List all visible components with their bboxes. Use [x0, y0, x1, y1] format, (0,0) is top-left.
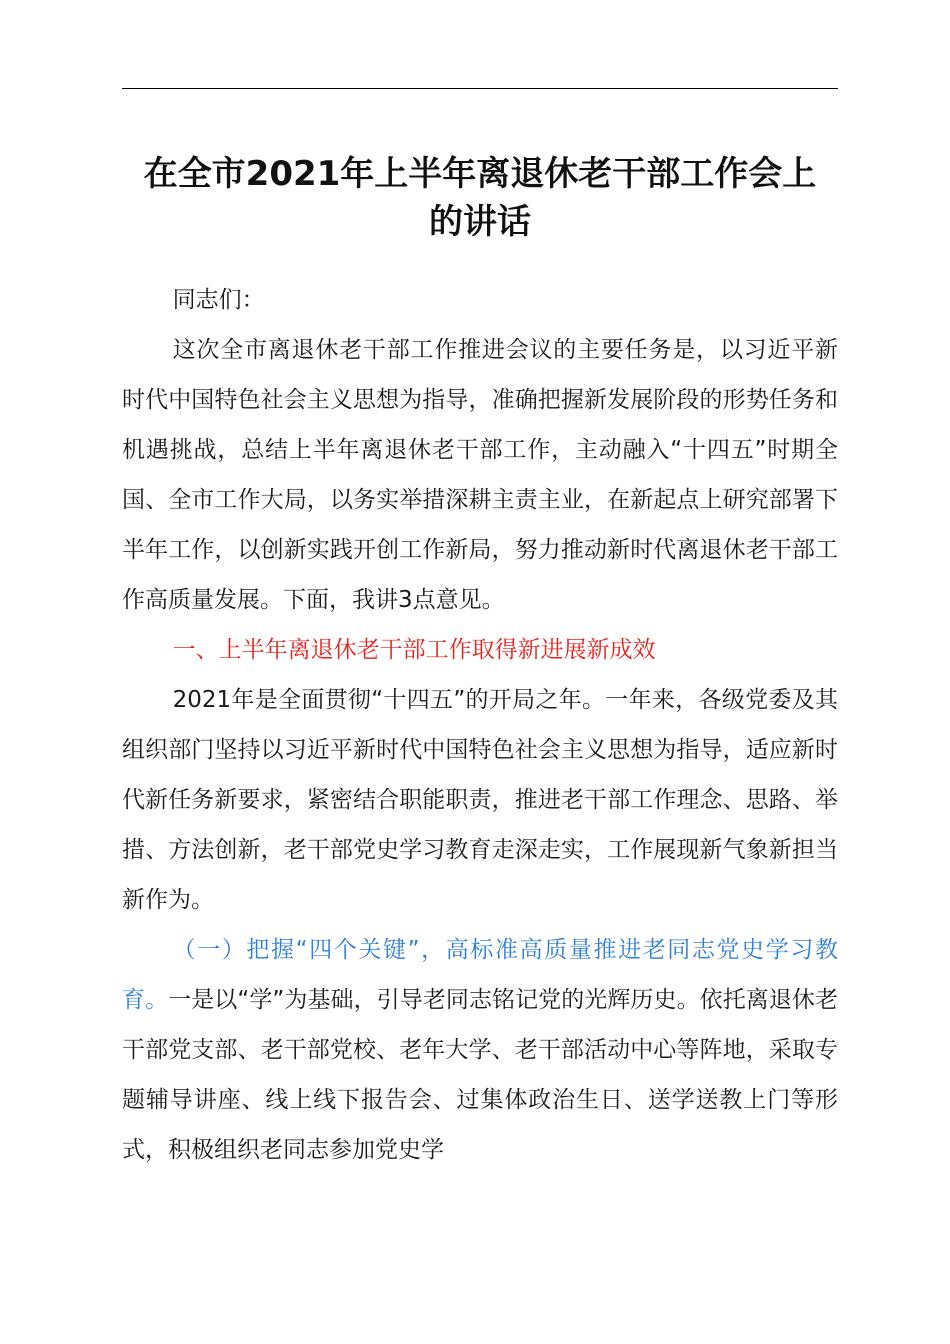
document-body: [122, 275, 838, 1175]
paragraph-subsection-1: [122, 925, 838, 1175]
subsection-1-text: 一是以“学”为基础，引导老同志铭记党的光辉历史。依托离退休老干部党支部、老干部党校、老年大学、老干部活动中心等阵地，采取专题辅导讲座、线上线下报告会、过集体政治生日、送学送教上门等形式，积极组织老同志参加党史学: [122, 987, 838, 1163]
subsection-heading-1: （一）把握“四个关键”，高标准高质量推进老同志党史学习教育。: [122, 937, 838, 1013]
section-heading-1: 一、上半年离退休老干部工作取得新进展新成效: [172, 637, 656, 663]
header-rule: [122, 88, 838, 89]
title-line-2: 的讲话: [429, 202, 531, 242]
salutation: 同志们：: [172, 287, 265, 313]
page-title: [122, 150, 838, 246]
title-line-1: 在全市2021年上半年离退休老干部工作会上: [143, 154, 817, 194]
paragraph-intro: 这次全市离退休老干部工作推进会议的主要任务是，以习近平新时代中国特色社会主义思想为指导，准确把握新发展阶段的形势任务和机遇挑战，总结上半年离退休老干部工作，主动融入“十四五”时期全国、全市工作大局，以务实举措深耕主责主业，在新起点上研究部署下半年工作，以创新实践开创工作新局，努力推动新时代离退休老干部工作高质量发展。下面，我讲3点意见。: [122, 337, 838, 613]
paragraph-overview: 2021年是全面贯彻“十四五”的开局之年。一年来，各级党委及其组织部门坚持以习近平新时代中国特色社会主义思想为指导，适应新时代新任务新要求，紧密结合职能职责，推进老干部工作理念、思路、举措、方法创新，老干部党史学习教育走深走实，工作展现新气象新担当新作为。: [122, 687, 838, 913]
